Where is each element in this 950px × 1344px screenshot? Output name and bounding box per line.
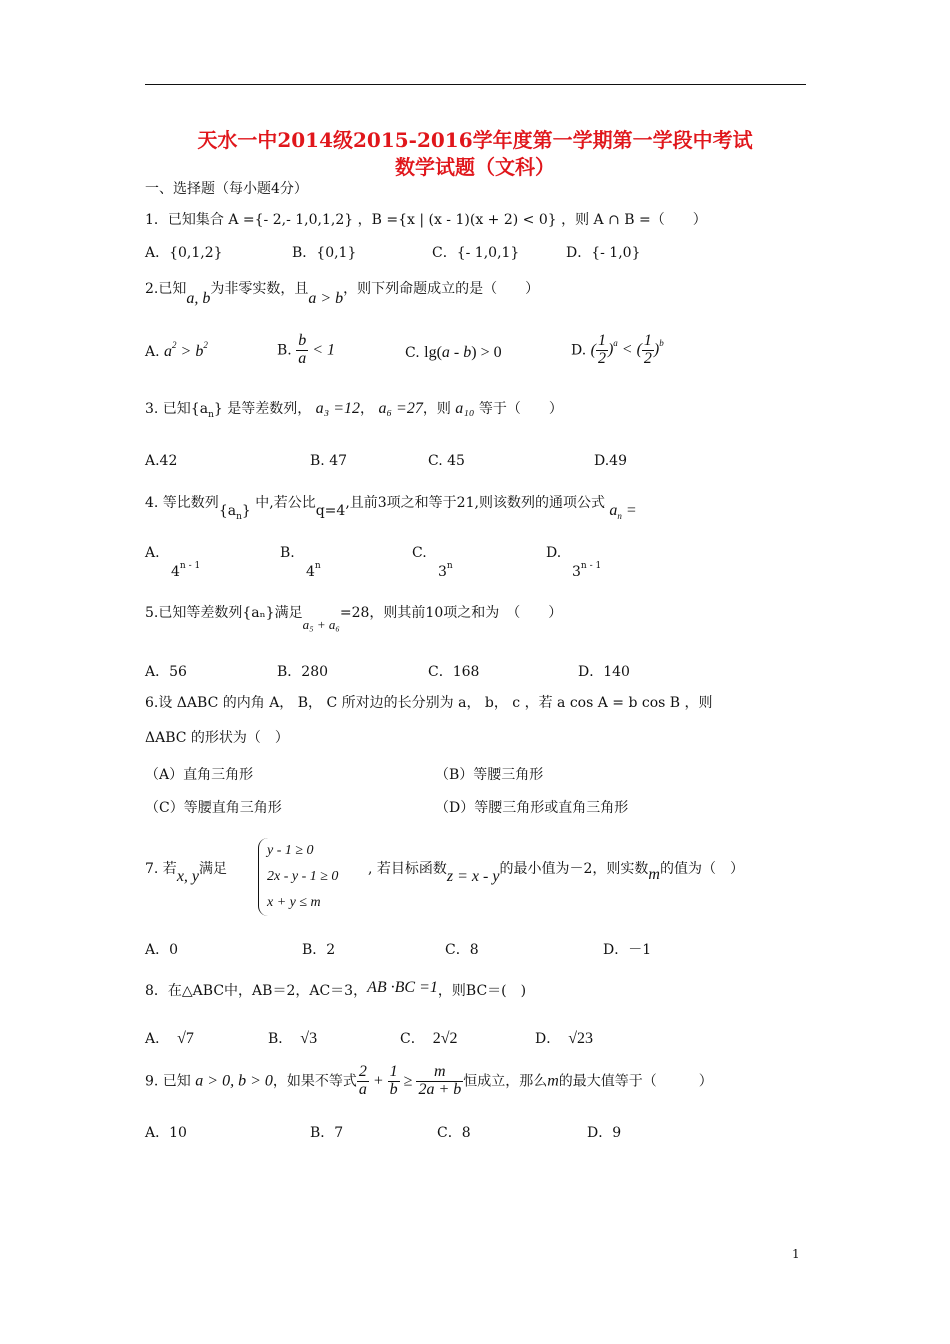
q9-option-c: C．8 — [437, 1125, 471, 1141]
q2-option-b: B. $\frac{b}{a}$ < 1 — [277, 332, 335, 367]
question-1: 1．已知集合 A ={- 2,- 1,0,1,2} ，B ={x | (x - 1)(x + 2) < 0} ，则 A ∩ B =（ ） — [145, 212, 707, 228]
q1-option-a: A．{0,1,2} — [145, 245, 223, 261]
section-heading: 一、选择题（每小题4分） — [145, 181, 308, 197]
q5-option-d: D．140 — [578, 664, 630, 680]
q2-option-c: C. lg(a - b) > 0 — [405, 344, 502, 361]
q4-option-c: C. 3$^n$ — [412, 545, 453, 580]
q8-option-d: D． √23 — [535, 1030, 594, 1047]
q5-option-c: C．168 — [428, 664, 480, 680]
q4-option-d: D. 3$^{n - 1}$ — [546, 545, 602, 580]
q3-option-c: C. 45 — [428, 453, 465, 469]
q1-option-b: B．{0,1} — [292, 245, 357, 261]
q7-option-a: A．0 — [145, 942, 179, 958]
q8-option-a: A． √7 — [145, 1030, 194, 1047]
exam-title: 天水一中2014级2015-2016学年度第一学期第一学段中考试 — [197, 128, 753, 152]
question-8: 8．在△ABC中，AB＝2，AC＝3，AB ·BC =1，则BC＝( ) — [145, 979, 527, 999]
q9-option-d: D．9 — [587, 1125, 622, 1141]
q8-option-c: C． 2√2 — [400, 1030, 458, 1047]
exam-subtitle: 数学试题（文科） — [395, 155, 555, 179]
q1-option-d: D．{- 1,0} — [566, 245, 641, 261]
q9-option-b: B．7 — [310, 1125, 344, 1141]
q4-option-a: A. 4$^{n - 1}$ — [145, 545, 201, 580]
q2-option-a: A. $a^2 > b^2$ — [145, 340, 208, 360]
q5-option-b: B．280 — [277, 664, 329, 680]
q3-option-b: B. 47 — [310, 453, 348, 469]
question-6-line-2: ΔABC 的形状为（ ） — [145, 730, 289, 746]
q7-constraint-system: y - 1 ≥ 0 2x - y - 1 ≥ 0 x + y ≤ m — [258, 838, 338, 916]
header-rule — [145, 84, 806, 85]
question-7-tail: , 若目标函数z = x - y的最小值为－2，则实数m的值为（ ） — [368, 861, 744, 885]
q7-option-d: D．－1 — [603, 942, 652, 958]
q3-option-d: D.49 — [594, 453, 627, 469]
q4-option-b: B. 4$^n$ — [280, 545, 321, 580]
question-7-lead: 7. 若x, y满足 — [145, 861, 228, 885]
q2-option-d: D. ( $\frac{1}{2}$ )$^a$ < ( $\frac{1}{2}$ )$^b$ — [571, 332, 664, 367]
question-2: 2.已知a, b为非零实数，且a > b，则下列命题成立的是（ ） — [145, 281, 540, 307]
q6-option-d: （D）等腰三角形或直角三角形 — [435, 800, 629, 816]
q8-option-b: B． √3 — [268, 1030, 318, 1047]
question-5: 5.已知等差数列{aₙ}满足a₅ + a₆=28，则其前10项之和为 （ ） — [145, 605, 563, 632]
q6-option-b: （B）等腰三角形 — [435, 767, 544, 783]
q5-option-a: A．56 — [145, 664, 187, 680]
q7-option-b: B．2 — [302, 942, 336, 958]
q1-option-c: C．{- 1,0,1} — [432, 245, 520, 261]
question-3: 3. 已知$\{a_n\}$ 是等差数列， a₃ =12， a₆ =27，则 a₁₀ 等于（ ） — [145, 400, 563, 420]
question-9: 9. 已知 a > 0, b > 0，如果不等式 $\frac{2}{a}$ + $\frac{1}{b}$ ≥ $\frac{m}{2a + b}$ 恒成立，那么m的最大值等于（ ） — [145, 1063, 713, 1098]
page-number: 1 — [792, 1247, 800, 1261]
question-4: 4. 等比数列$\{a_n\}$ 中,若公比q=4,且前3项之和等于21,则该数列的通项公式 $a_n$ = — [145, 495, 637, 522]
q6-option-a: （A）直角三角形 — [145, 767, 254, 783]
question-6-line-1: 6.设 ΔABC 的内角 A， B， C 所对边的长分别为 a， b， c ，若 a cos A = b cos B ，则 — [145, 695, 713, 711]
q6-option-c: （C）等腰直角三角形 — [145, 800, 282, 816]
q3-option-a: A.42 — [145, 453, 178, 469]
q9-option-a: A．10 — [145, 1125, 187, 1141]
q7-option-c: C．8 — [445, 942, 479, 958]
